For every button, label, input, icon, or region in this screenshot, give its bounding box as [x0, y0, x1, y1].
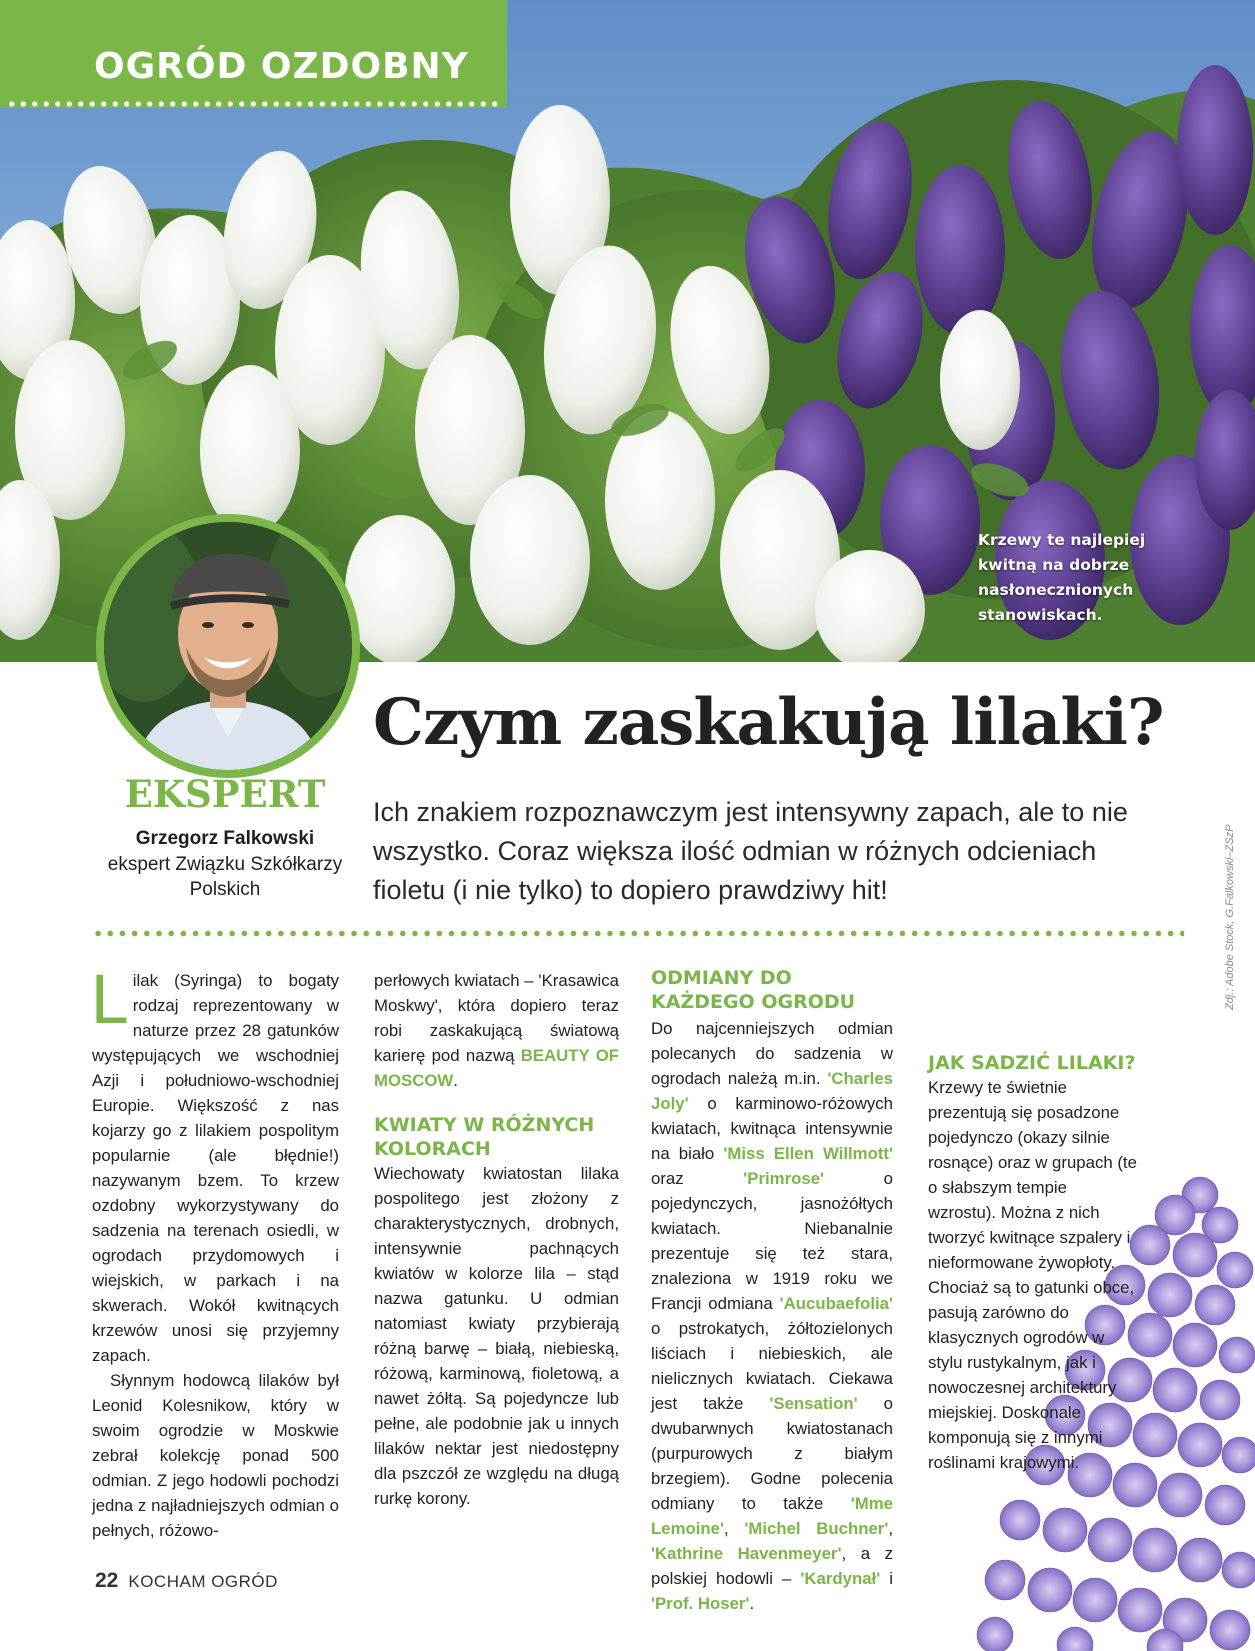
column-1: [90, 962, 339, 1543]
heading-colors: KWIATY W RÓŻNYCH KOLORACH: [374, 1114, 595, 1160]
paragraph-planting: Krzewy te świetnie prezentują się posadzone pojedynczo (okazy silnie rosnące) oraz w grupach (te o słabszym tempie wzrostu). Można z nich tworzyć kwitnące szpalery i nieformowane żywopłoty. Chociaż są to gatunki obce, pasują zarówno do klasycznych ogrodów w stylu rustykalnym, jak i nowoczesnej architektury miejskiej. Doskonale komponują się z innymi roślinami krajowymi.: [928, 1078, 1137, 1472]
expert-role: ekspert Związku Szkółkarzy Polskich: [107, 854, 343, 900]
page-footer: [95, 1569, 278, 1593]
varieties-text: o pojedynczych, jasnożółtych kwiatach. Niebanalnie prezentuje się też stara, znaleziona w 1919 roku we Francji odmiana: [651, 1169, 893, 1313]
article-lead: Ich znakiem rozpoznawczym jest intensywny zapach, ale to nie wszystko. Coraz większa ilość odmian w różnych odcieniach fioletu (i nie tylko) to dopiero prawdziwy hit!: [373, 797, 1128, 905]
variety-charles-joly: 'Charles Joly': [651, 1069, 893, 1113]
heading-planting: JAK SADZIĆ LILAKI?: [928, 1052, 1136, 1074]
paragraph-intro: [90, 962, 339, 1368]
varieties-text: oraz: [651, 1169, 744, 1188]
section-title: OGRÓD OZDOBNY: [94, 46, 469, 87]
drop-cap: L: [90, 962, 127, 1039]
variety-kardynal: 'Kardynał': [800, 1569, 881, 1588]
magazine-name: KOCHAM OGRÓD: [128, 1572, 278, 1591]
page-number: 22: [95, 1569, 119, 1592]
intro-text: ilak (Syringa) to bogaty rodzaj reprezentowany w naturze przez 28 gatunków występujących we wschodniej Azji i południowo-wschodniej Europie. Większość z nas kojarzy go z lilakiem pospolitym popularnie (ale błędnie!) nazywanym bzem. To krzew ozdobny wykorzystywany do sadzenia na terenach osiedli, w ogrodach przydomowych i wiejskich, w parkach i na skwerach. Wokół kwitnących krzewów unosi się przyjemny zapach.: [92, 971, 339, 1365]
variety-beauty-of-moscow: BEAUTY OF MOSCOW: [374, 1046, 619, 1090]
varieties-text: ,: [724, 1519, 745, 1538]
dotted-divider: [92, 930, 1184, 937]
heading-varieties: ODMIANY DO KAŻDEGO OGRODU: [651, 967, 856, 1013]
section-banner: [0, 0, 507, 108]
variety-miss-ellen-willmott: 'Miss Ellen Willmott': [723, 1144, 893, 1163]
expert-avatar-illustration: [104, 522, 352, 770]
varieties-text: .: [749, 1594, 755, 1613]
paragraph-krasawica: perłowych kwiatach – 'Krasawica Moskwy', która dopiero teraz robi zaskakującą światową karierę pod nazwą BEAUTY OF MOSCOW.: [374, 971, 619, 1090]
column-4: [928, 968, 1174, 1475]
expert-name: Grzegorz Falkowski: [135, 828, 315, 849]
varieties-text: Do najcenniejszych odmian polecanych do sadzenia w ogrodach należą m.in.: [651, 1019, 893, 1088]
variety-prof-hoser: 'Prof. Hoser': [651, 1594, 750, 1613]
varieties-text: o karminowo-różowych kwiatach, kwitnąca intensywnie na biało: [651, 1094, 893, 1163]
variety-aucubaefolia: 'Aucubaefolia': [779, 1294, 893, 1313]
variety-primrose: 'Primrose': [743, 1169, 825, 1188]
varieties-text: o dwubarwnych kwiatostanach (purpurowych z białym brzegiem). Godne polecenia odmiany to także: [651, 1394, 893, 1513]
paragraph-colors: Wiechowaty kwiatostan lilaka pospolitego jest złożony z charakterystycznych, drobnych, intensywnie pachnących kwiatów w kolorze lila – stąd nazwa gatunku. U odmian natomiast kwiaty przybierają różną barwę – białą, niebieską, różową, karminową, fioletową, a nawet żółtą. Są pojedyncze lub pełne, ale podobnie jak u innych lilaków nektar jest niedostępny dla pszczół ze względu na długą rurkę korony.: [374, 1164, 619, 1508]
photo-caption: Krzewy te najlepiej kwitną na dobrze nasłonecznionych stanowiskach.: [978, 531, 1146, 624]
column-4-spacer: [928, 968, 1174, 1043]
column-2: [374, 968, 619, 1511]
varieties-text: i: [880, 1569, 893, 1588]
expert-portrait: [96, 514, 360, 778]
variety-michel-buchner: 'Michel Buchner': [744, 1519, 889, 1538]
varieties-text: o pstrokatych, żółtozielonych liściach i niebieskich, ale nielicznych kwiatach. Ciekawa jest także: [651, 1319, 893, 1413]
photo-credit: Zdj.: Adobe Stock, G.Falkowski–ZSzP: [1224, 824, 1236, 1010]
paragraph-varieties: [651, 1016, 893, 1616]
article-title: Czym zaskakują lilaki?: [373, 685, 1164, 760]
varieties-text: ,: [888, 1519, 893, 1538]
varieties-text: , a z polskiej hodowli –: [651, 1544, 893, 1588]
variety-sensation: 'Sensation': [769, 1394, 858, 1413]
column-3: [651, 966, 893, 1616]
krasawica-text: perłowych kwiatach – 'Krasawica Moskwy', która dopiero teraz robi zaskakującą światową karierę pod nazwą: [374, 971, 619, 1065]
paragraph-kolesnikow: Słynnym hodowcą lilaków był Leonid Kolesnikow, który w swoim ogrodzie w Moskwie zebrał kolekcję ponad 500 odmian. Z jego hodowli pochodzi jedna z najładniejszych odmian o pełnych, różowo-: [92, 1371, 339, 1540]
variety-kathrine-havenmeyer: 'Kathrine Havenmeyer': [651, 1544, 842, 1563]
expert-label: EKSPERT: [124, 772, 326, 816]
banner-dotted-line: [6, 101, 501, 107]
variety-mme-lemoine: 'Mme Lemoine': [651, 1494, 893, 1538]
